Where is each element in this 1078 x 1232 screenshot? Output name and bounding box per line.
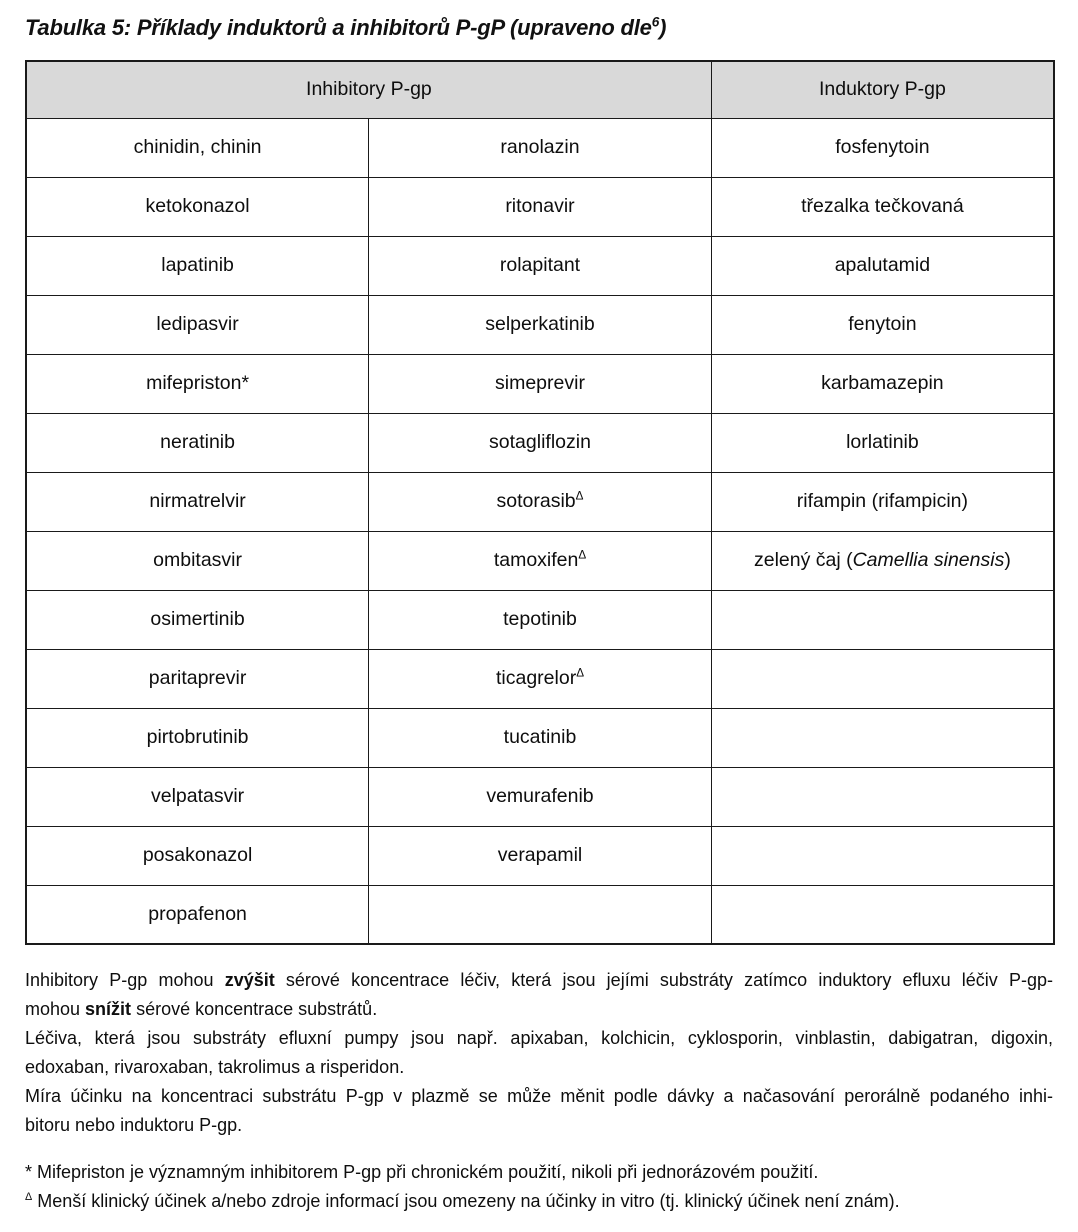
inhibitor-cell: posakonazol xyxy=(26,826,369,885)
inhibitor-cell: tucatinib xyxy=(369,708,712,767)
header-row xyxy=(26,61,1054,118)
inhibitor-cell xyxy=(369,472,712,531)
inhibitor-cell: lapatinib xyxy=(26,236,369,295)
table-row xyxy=(26,472,1054,531)
inhibitor-cell: vemurafenib xyxy=(369,767,712,826)
inhibitor-cell: ledipasvir xyxy=(26,295,369,354)
inhibitor-cell: mifepriston* xyxy=(26,354,369,413)
bold-word-snizit: snížit xyxy=(85,999,132,1019)
inducer-cell: rifampin (rifampicin) xyxy=(711,472,1054,531)
table-caption xyxy=(25,14,1053,42)
table-row xyxy=(26,177,1054,236)
note-text: Inhibitory P-gp mohou xyxy=(25,970,225,990)
inhibitor-cell: ombitasvir xyxy=(26,531,369,590)
latin-species-name: Camellia sinensis xyxy=(852,549,1005,571)
inhibitor-cell: neratinib xyxy=(26,413,369,472)
inducer-cell xyxy=(711,708,1054,767)
note-line xyxy=(25,966,1053,995)
table-row xyxy=(26,708,1054,767)
table-row xyxy=(26,354,1054,413)
table-header xyxy=(26,61,1054,118)
table-row xyxy=(26,118,1054,177)
footnotes-section xyxy=(25,1158,1053,1216)
table-row xyxy=(26,236,1054,295)
inducer-cell xyxy=(711,826,1054,885)
table-row xyxy=(26,767,1054,826)
inducer-cell: lorlatinib xyxy=(711,413,1054,472)
note-line: Míra účinku na koncentraci substrátu P-gp v plazmě se může měnit podle dávky a načasování perorálně podaného inhi- xyxy=(25,1086,1053,1106)
table-row xyxy=(26,295,1054,354)
inhibitor-cell: rolapitant xyxy=(369,236,712,295)
inducer-cell: apalutamid xyxy=(711,236,1054,295)
inducer-cell: fenytoin xyxy=(711,295,1054,354)
inhibitor-cell: velpatasvir xyxy=(26,767,369,826)
drug-name: tamoxifen xyxy=(493,549,579,571)
inducer-cell xyxy=(711,649,1054,708)
inhibitor-cell: chinidin, chinin xyxy=(26,118,369,177)
note-line xyxy=(25,995,1053,1024)
table-caption-text: Tabulka 5: Příklady induktorů a inhibitorů P-gP (upraveno dle xyxy=(25,15,652,40)
notes-section xyxy=(25,966,1053,1140)
inhibitor-cell: simeprevir xyxy=(369,354,712,413)
inhibitor-cell: osimertinib xyxy=(26,590,369,649)
delta-superscript: Δ xyxy=(25,1191,33,1203)
table-body xyxy=(26,118,1054,944)
inhibitor-cell xyxy=(369,531,712,590)
inhibitor-cell xyxy=(369,649,712,708)
footnote-text: Menší klinický účinek a/nebo zdroje informací jsou omezeny na účinky in vitro (tj. klinický účinek není znám). xyxy=(32,1191,900,1211)
inhibitor-cell: sotagliflozin xyxy=(369,413,712,472)
inhibitor-cell: propafenon xyxy=(26,885,369,944)
table-row xyxy=(26,413,1054,472)
drug-name: sotorasib xyxy=(496,490,576,512)
inhibitor-cell: pirtobrutinib xyxy=(26,708,369,767)
inducer-cell: karbamazepin xyxy=(711,354,1054,413)
note-text: sérové koncentrace substrátů. xyxy=(131,999,378,1019)
inhibitor-cell: ranolazin xyxy=(369,118,712,177)
inducer-cell: fosfenytoin xyxy=(711,118,1054,177)
delta-superscript: Δ xyxy=(575,489,584,503)
inducer-cell xyxy=(711,590,1054,649)
delta-superscript: Δ xyxy=(578,548,587,562)
footnote-asterisk: * Mifepriston je významným inhibitorem P-gp při chronickém použití, nikoli při jednorázovém použití. xyxy=(25,1162,819,1182)
header-cell-inhibitors: Inhibitory P-gp xyxy=(26,61,711,118)
table-caption-close: ) xyxy=(659,15,667,40)
header-cell-inducers: Induktory P-gp xyxy=(711,61,1054,118)
note-text: sérové koncentrace léčiv, která jsou jejími substráty zatímco induktory efluxu léčiv P-gp- xyxy=(274,970,1053,990)
pgp-inhibitors-inducers-table xyxy=(25,60,1055,945)
inhibitor-cell: selperkatinib xyxy=(369,295,712,354)
note-line: edoxaban, rivaroxaban, takrolimus a risperidon. xyxy=(25,1057,405,1077)
inhibitor-cell xyxy=(369,885,712,944)
inhibitor-cell: paritaprevir xyxy=(26,649,369,708)
note-text: mohou xyxy=(25,999,86,1019)
inhibitor-cell: nirmatrelvir xyxy=(26,472,369,531)
drug-name: ticagrelor xyxy=(495,667,577,689)
bold-word-zvysit: zvýšit xyxy=(224,970,275,990)
table-row xyxy=(26,531,1054,590)
inducer-text-close: ) xyxy=(1004,549,1011,571)
table-row xyxy=(26,826,1054,885)
inhibitor-cell: ketokonazol xyxy=(26,177,369,236)
inhibitor-cell: ritonavir xyxy=(369,177,712,236)
inducer-cell xyxy=(711,885,1054,944)
table-row xyxy=(26,649,1054,708)
note-line: bitoru nebo induktoru P-gp. xyxy=(25,1115,243,1135)
inhibitor-cell: tepotinib xyxy=(369,590,712,649)
delta-superscript: Δ xyxy=(576,666,584,680)
footnote-delta xyxy=(25,1187,1053,1216)
table-row xyxy=(26,590,1054,649)
table-row xyxy=(26,885,1054,944)
reference-superscript: 6 xyxy=(651,14,660,30)
inducer-cell: třezalka tečkovaná xyxy=(711,177,1054,236)
note-line: Léčiva, která jsou substráty efluxní pumpy jsou např. apixaban, kolchicin, cyklosporin, vinblastin, dabigatran, digoxin, xyxy=(25,1028,1053,1048)
inducer-cell xyxy=(711,767,1054,826)
inhibitor-cell: verapamil xyxy=(369,826,712,885)
inducer-text: zelený čaj ( xyxy=(753,549,853,571)
inducer-cell xyxy=(711,531,1054,590)
